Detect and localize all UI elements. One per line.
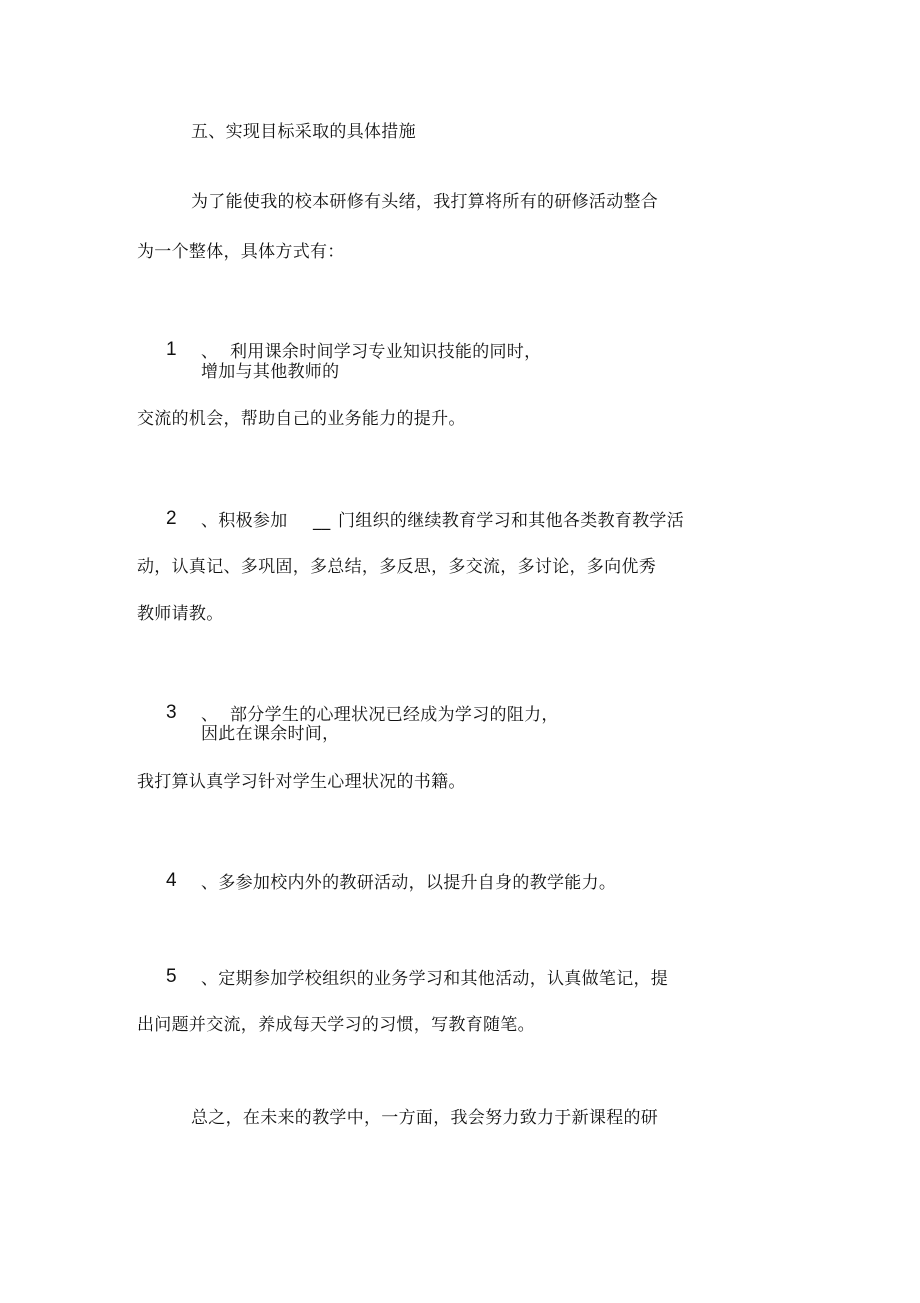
item-1-separator: 、 <box>201 342 219 362</box>
item-5-line-2: 出问题并交流，养成每天学习的习惯，写教育随笔。 <box>137 1015 535 1035</box>
item-4-line-1: 、多参加校内外的教研活动，以提升自身的教学能力。 <box>201 873 617 893</box>
item-2-line-1: 门组织的继续教育学习和其他各类教育教学活 <box>338 511 684 531</box>
item-2-line-2: 动，认真记、多巩固，多总结，多反思，多交流，多讨论，多向优秀 <box>137 557 656 577</box>
item-2-number: 2 <box>166 508 177 529</box>
item-1-line-2: 增加与其他教师的 <box>201 362 340 382</box>
intro-line-2: 为一个整体，具体方式有： <box>137 242 345 262</box>
intro-line-1: 为了能使我的校本研修有头绪，我打算将所有的研修活动整合 <box>191 192 659 212</box>
item-2-separator: 、积极参加 <box>201 511 288 531</box>
section-heading: 五、实现目标采取的具体措施 <box>191 122 416 142</box>
item-3-line-3: 我打算认真学习针对学生心理状况的书籍。 <box>137 772 466 792</box>
item-3-number: 3 <box>166 702 177 723</box>
conclusion-line: 总之，在未来的教学中，一方面，我会努力致力于新课程的研 <box>191 1108 659 1128</box>
item-1-number: 1 <box>166 339 177 360</box>
item-4-number: 4 <box>166 870 177 891</box>
item-2-line-3: 教师请教。 <box>137 604 224 624</box>
item-1-line-3: 交流的机会，帮助自己的业务能力的提升。 <box>137 409 466 429</box>
item-3-line-1: 部分学生的心理状况已经成为学习的阻力， <box>230 705 559 725</box>
item-1-line-1: 利用课余时间学习专业知识技能的同时， <box>230 342 542 362</box>
item-3-separator: 、 <box>201 705 219 725</box>
item-3-line-2: 因此在课余时间， <box>201 724 340 744</box>
item-5-number: 5 <box>166 966 177 987</box>
item-2-blank: __ <box>313 511 331 531</box>
item-5-line-1: 、定期参加学校组织的业务学习和其他活动，认真做笔记，提 <box>201 969 669 989</box>
